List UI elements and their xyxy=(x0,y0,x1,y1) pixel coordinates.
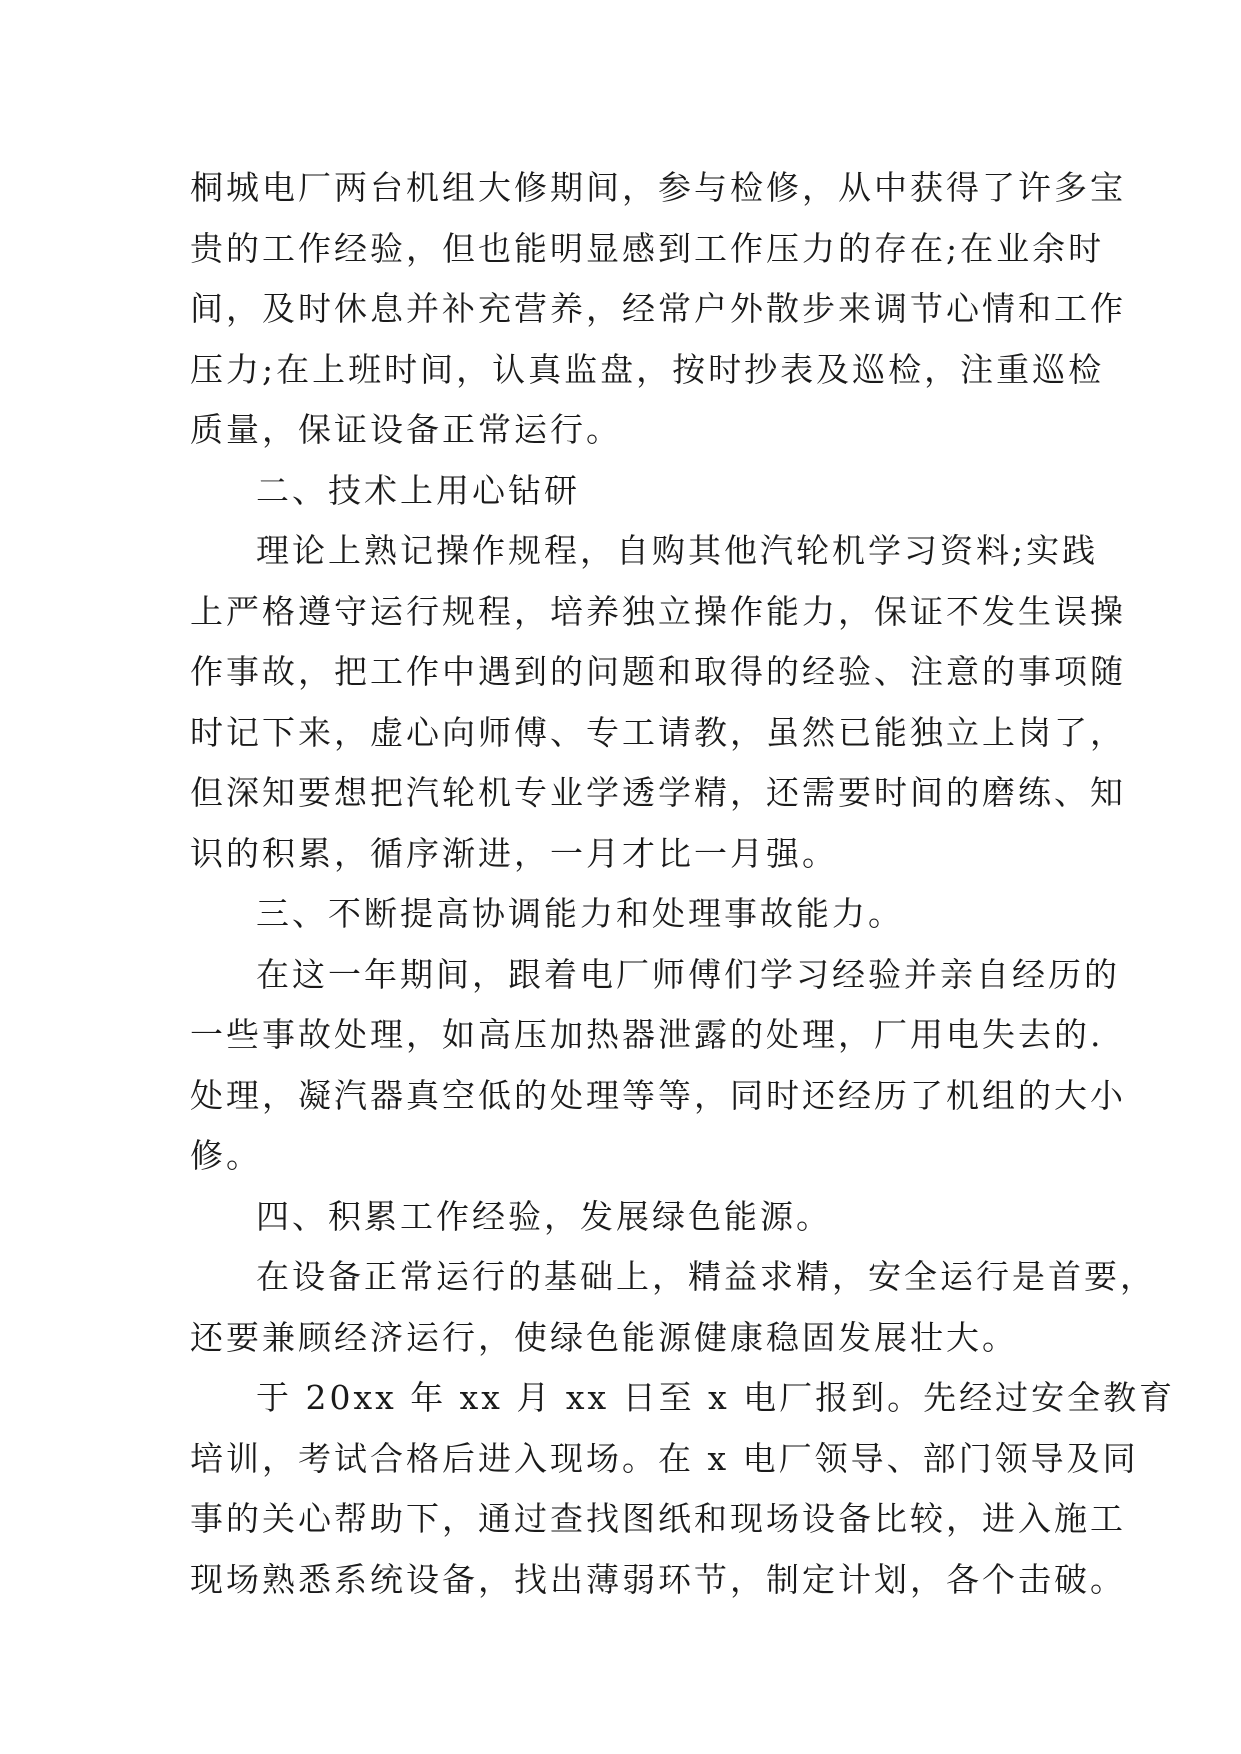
text-line: 修。 xyxy=(190,1136,262,1175)
text-line: 还要兼顾经济运行，使绿色能源健康稳固发展壮大。 xyxy=(190,1317,1018,1357)
text-line: 贵的工作经验，但也能明显感到工作压力的存在;在业余时 xyxy=(190,228,1105,268)
text-line: 但深知要想把汽轮机专业学透学精，还需要时间的磨练、知 xyxy=(190,773,1126,812)
document-body xyxy=(190,158,1176,1610)
text-line: 现场熟悉系统设备，找出薄弱环节，制定计划，各个击破。 xyxy=(190,1559,1126,1599)
text-line: 作事故，把工作中遇到的问题和取得的经验、注意的事项随 xyxy=(190,652,1126,691)
text-line: 一些事故处理，如高压加热器泄露的处理，厂用电失去的. xyxy=(190,1015,1104,1054)
text-line: 时记下来，虚心向师傅、专工请教，虽然已能独立上岗了， xyxy=(190,712,1126,752)
text-line: 于 20xx 年 xx 月 xx 日至 x 电厂报到。先经过安全教育 xyxy=(256,1378,1176,1417)
text-line: 压力;在上班时间，认真监盘，按时抄表及巡检，注重巡检 xyxy=(190,349,1105,389)
text-line: 在设备正常运行的基础上，精益求精，安全运行是首要， xyxy=(256,1257,1156,1296)
text-line: 事的关心帮助下，通过查找图纸和现场设备比较，进入施工 xyxy=(190,1499,1126,1538)
text-line: 在这一年期间，跟着电厂师傅们学习经验并亲自经历的 xyxy=(256,954,1120,994)
section-heading: 四、积累工作经验，发展绿色能源。 xyxy=(256,1196,832,1236)
section-heading: 三、不断提高协调能力和处理事故能力。 xyxy=(256,894,904,933)
text-line: 处理，凝汽器真空低的处理等等，同时还经历了机组的大小 xyxy=(190,1075,1126,1115)
text-line: 桐城电厂两台机组大修期间，参与检修，从中获得了许多宝 xyxy=(190,168,1126,207)
text-line: 识的积累，循序渐进，一月才比一月强。 xyxy=(190,833,838,873)
section-heading: 二、技术上用心钻研 xyxy=(256,470,580,510)
text-line: 质量，保证设备正常运行。 xyxy=(190,410,622,449)
text-line: 理论上熟记操作规程，自购其他汽轮机学习资料;实践 xyxy=(256,531,1099,570)
text-line: 上严格遵守运行规程，培养独立操作能力，保证不发生误操 xyxy=(190,591,1126,631)
text-line: 间，及时休息并补充营养，经常户外散步来调节心情和工作 xyxy=(190,289,1126,328)
text-line: 培训，考试合格后进入现场。在 x 电厂领导、部门领导及同 xyxy=(190,1438,1139,1478)
